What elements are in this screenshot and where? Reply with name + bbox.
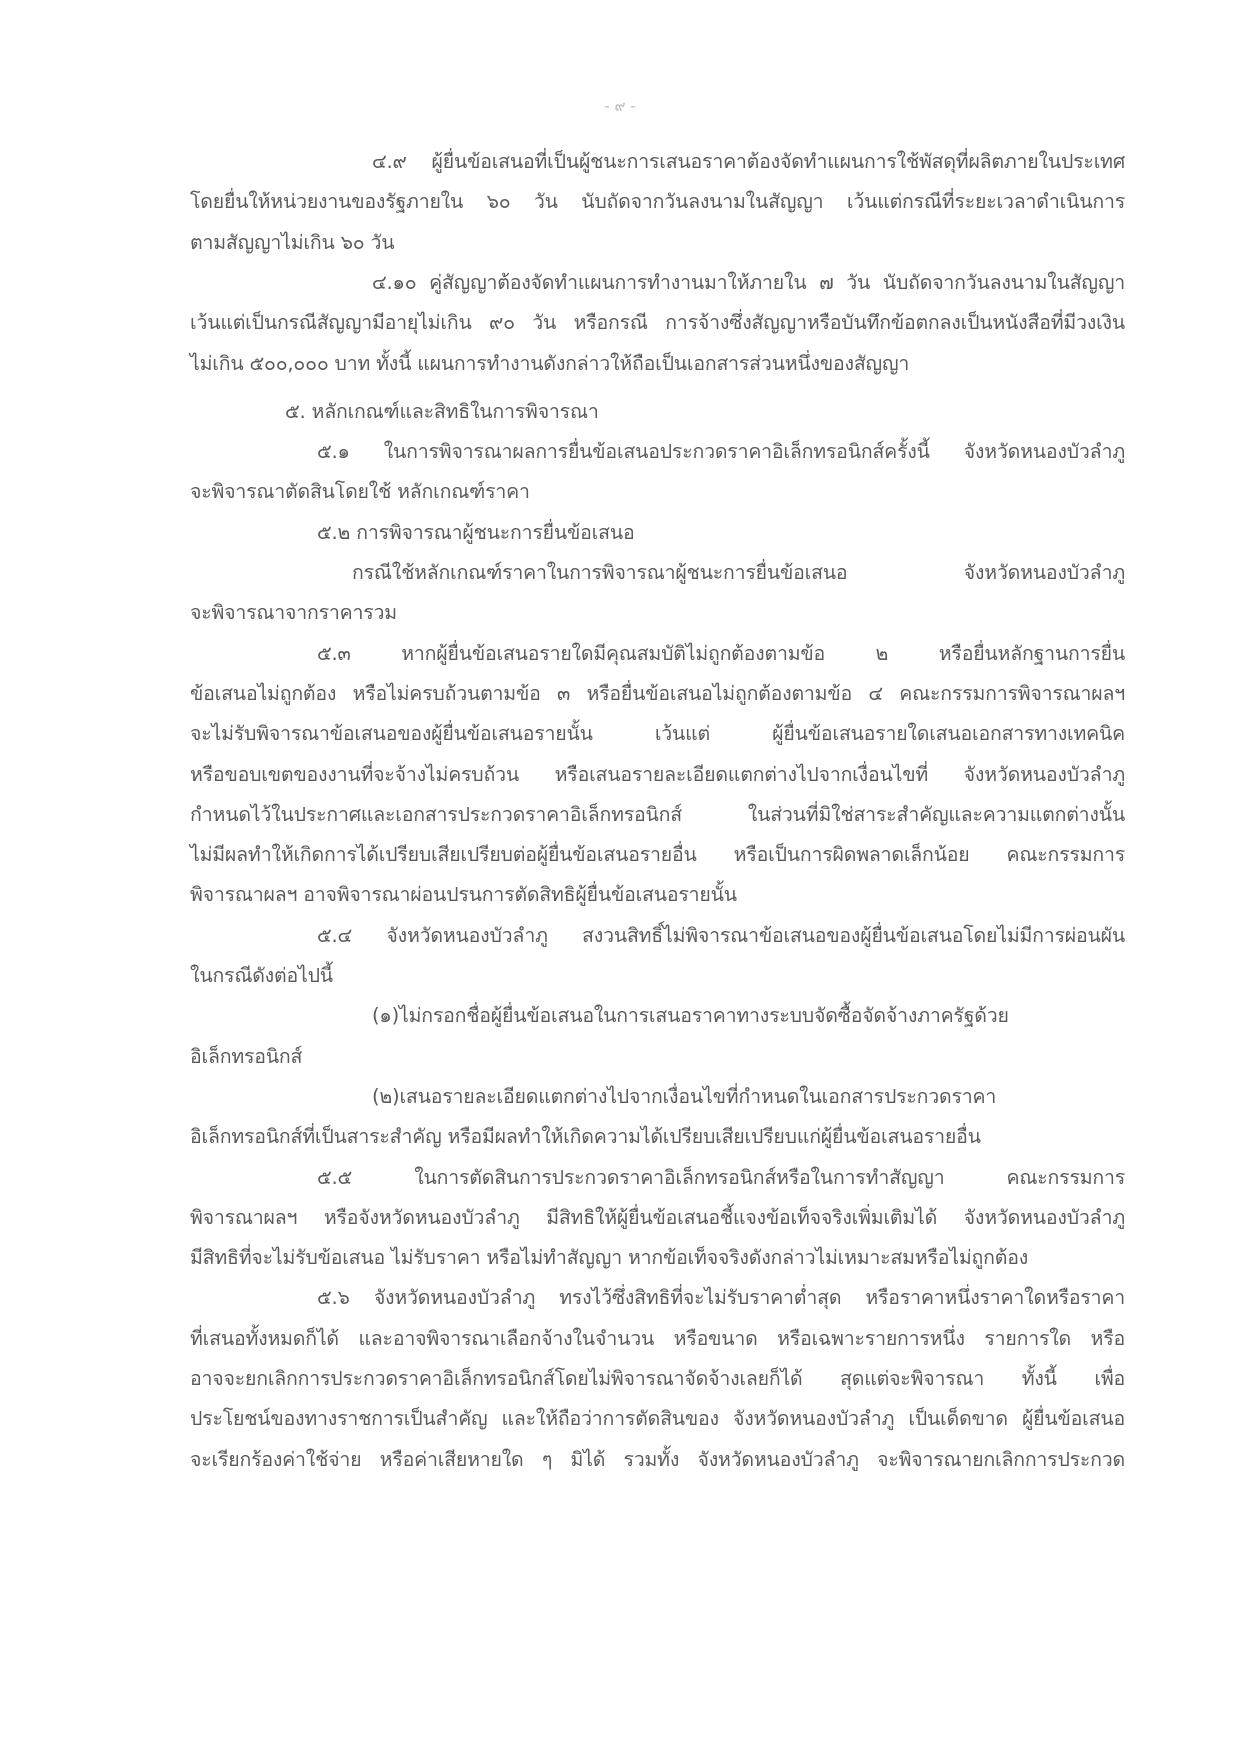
text-line: ๕.๒ การพิจารณาผู้ชนะการยื่นข้อเสนอ [317, 521, 635, 544]
text-line: ๕.๑ ในการพิจารณาผลการยื่นข้อเสนอประกวดราคาอิเล็กทรอนิกส์ครั้งนี้ จังหวัดหนองบัวลำภู [317, 440, 1125, 463]
text-line: ๔.๑๐ คู่สัญญาต้องจัดทำแผนการทำงานมาให้ภายใน ๗ วัน นับถัดจากวันลงนามในสัญญา [372, 271, 1125, 294]
text-line: ๕.๔ จังหวัดหนองบัวลำภู สงวนสิทธิ์ไม่พิจารณาข้อเสนอของผู้ยื่นข้อเสนอโดยไม่มีการผ่อนผัน [317, 924, 1125, 947]
text-line: ประโยชน์ของทางราชการเป็นสำคัญ และให้ถือว่าการตัดสินของ จังหวัดหนองบัวลำภู เป็นเด็ดขาด ผู้ยื่นข้อเสนอ [190, 1407, 1125, 1430]
text-line: โดยยื่นให้หน่วยงานของรัฐภายใน ๖๐ วัน นับถัดจากวันลงนามในสัญญา เว้นแต่กรณีที่ระยะเวลาดำเนินการ [190, 190, 1125, 213]
text-line: ๕.๓ หากผู้ยื่นข้อเสนอรายใดมีคุณสมบัติไม่ถูกต้องตามข้อ ๒ หรือยื่นหลักฐานการยื่น [317, 642, 1125, 665]
text-line: อิเล็กทรอนิกส์ที่เป็นสาระสำคัญ หรือมีผลทำให้เกิดความได้เปรียบเสียเปรียบแก่ผู้ยื่นข้อเสนอรายอื่น [190, 1125, 981, 1148]
text-line: เว้นแต่เป็นกรณีสัญญามีอายุไม่เกิน ๙๐ วัน หรือกรณี การจ้างซึ่งสัญญาหรือบันทึกข้อตกลงเป็นหนังสือที่มีวงเงิน [190, 311, 1125, 334]
text-line: ไม่มีผลทำให้เกิดการได้เปรียบเสียเปรียบต่อผู้ยื่นข้อเสนอรายอื่น หรือเป็นการผิดพลาดเล็กน้อย คณะกรรมการ [190, 843, 1125, 866]
text-line: จะพิจารณาจากราคารวม [190, 601, 397, 624]
text-line: จะเรียกร้องค่าใช้จ่าย หรือค่าเสียหายใด ๆ มิได้ รวมทั้ง จังหวัดหนองบัวลำภู จะพิจารณายกเลิกการประกวด [190, 1448, 1125, 1471]
section-heading: ๕. หลักเกณฑ์และสิทธิในการพิจารณา [285, 400, 599, 423]
text-line: ไม่เกิน ๕๐๐,๐๐๐ บาท ทั้งนี้ แผนการทำงานดังกล่าวให้ถือเป็นเอกสารส่วนหนึ่งของสัญญา [190, 352, 910, 375]
text-line: จะพิจารณาตัดสินโดยใช้ หลักเกณฑ์ราคา [190, 480, 530, 503]
text-line: พิจารณาผลฯ อาจพิจารณาผ่อนปรนการตัดสิทธิผู้ยื่นข้อเสนอรายนั้น [190, 883, 737, 906]
text-line: กรณีใช้หลักเกณฑ์ราคาในการพิจารณาผู้ชนะการยื่นข้อเสนอ จังหวัดหนองบัวลำภู [352, 561, 1125, 584]
text-line: ๔.๙ ผู้ยื่นข้อเสนอที่เป็นผู้ชนะการเสนอราคาต้องจัดทำแผนการใช้พัสดุที่ผลิตภายในประเทศ [372, 150, 1125, 173]
text-line: จะไม่รับพิจารณาข้อเสนอของผู้ยื่นข้อเสนอรายนั้น เว้นแต่ ผู้ยื่นข้อเสนอรายใดเสนอเอกสารทางเทคนิค [190, 722, 1125, 745]
text-line: พิจารณาผลฯ หรือจังหวัดหนองบัวลำภู มีสิทธิให้ผู้ยื่นข้อเสนอชี้แจงข้อเท็จจริงเพิ่มเติมได้ จังหวัดหนองบัวลำภู [190, 1206, 1125, 1229]
text-line: ๕.๕ ในการตัดสินการประกวดราคาอิเล็กทรอนิกส์หรือในการทำสัญญา คณะกรรมการ [317, 1166, 1125, 1189]
text-line: (๒)เสนอรายละเอียดแตกต่างไปจากเงื่อนไขที่กำหนดในเอกสารประกวดราคา [372, 1085, 997, 1108]
text-line: หรือขอบเขตของงานที่จะจ้างไม่ครบถ้วน หรือเสนอรายละเอียดแตกต่างไปจากเงื่อนไขที่ จังหวัดหนองบัวลำภู [190, 763, 1125, 786]
text-line: ๕.๖ จังหวัดหนองบัวลำภู ทรงไว้ซึ่งสิทธิที่จะไม่รับราคาต่ำสุด หรือราคาหนึ่งราคาใดหรือราคา [317, 1286, 1125, 1309]
text-line: ที่เสนอทั้งหมดก็ได้ และอาจพิจารณาเลือกจ้างในจำนวน หรือขนาด หรือเฉพาะรายการหนึ่ง รายการใด หรือ [190, 1327, 1125, 1350]
text-line: อิเล็กทรอนิกส์ [190, 1045, 303, 1068]
text-line: กำหนดไว้ในประกาศและเอกสารประกวดราคาอิเล็กทรอนิกส์ ในส่วนที่มิใช่สาระสำคัญและความแตกต่างนั้น [190, 803, 1125, 826]
text-line: ในกรณีดังต่อไปนี้ [190, 964, 333, 987]
text-line: อาจจะยกเลิกการประกวดราคาอิเล็กทรอนิกส์โดยไม่พิจารณาจัดจ้างเลยก็ได้ สุดแต่จะพิจารณา ทั้งนี้ เพื่อ [190, 1367, 1125, 1390]
page-number: - ๙ - [604, 97, 636, 115]
text-line: มีสิทธิที่จะไม่รับข้อเสนอ ไม่รับราคา หรือไม่ทำสัญญา หากข้อเท็จจริงดังกล่าวไม่เหมาะสมหรือไม่ถูกต้อง [190, 1246, 1029, 1269]
text-line: (๑)ไม่กรอกชื่อผู้ยื่นข้อเสนอในการเสนอราคาทางระบบจัดซื้อจัดจ้างภาครัฐด้วย [372, 1004, 1009, 1027]
text-line: ข้อเสนอไม่ถูกต้อง หรือไม่ครบถ้วนตามข้อ ๓ หรือยื่นข้อเสนอไม่ถูกต้องตามข้อ ๔ คณะกรรมการพิจารณาผลฯ [190, 682, 1125, 705]
text-line: ตามสัญญาไม่เกิน ๖๐ วัน [190, 231, 395, 254]
